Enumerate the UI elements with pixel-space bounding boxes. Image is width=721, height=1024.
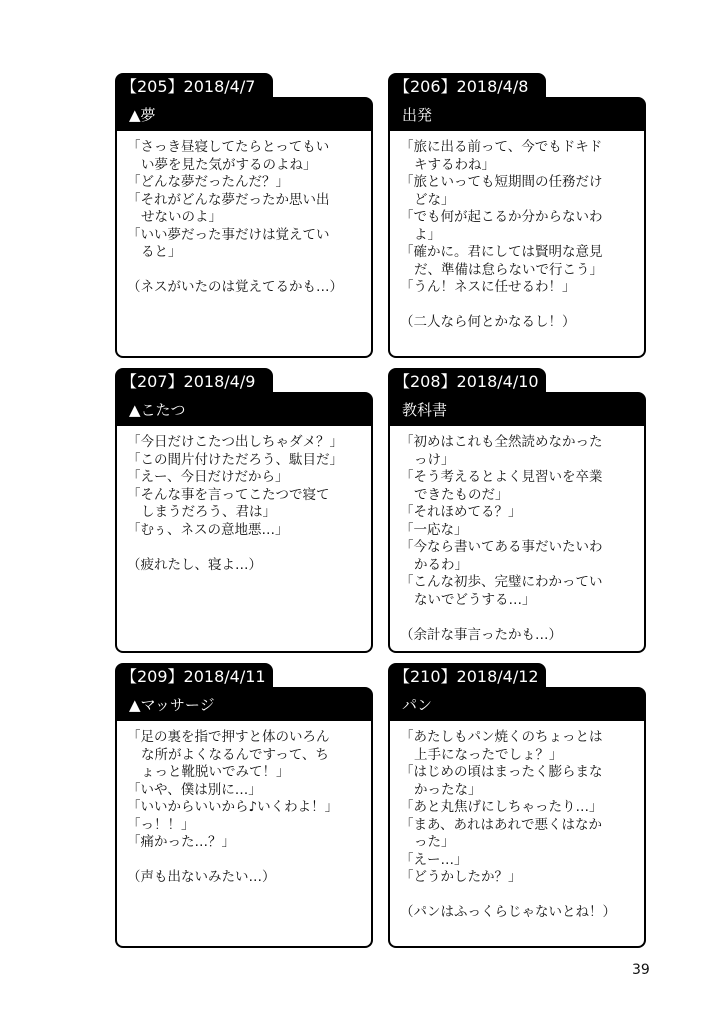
- dialogue-line: ると」: [141, 244, 182, 260]
- diary-card: [388, 663, 646, 948]
- dialogue-line: ょっと靴脱いでみて！」: [141, 764, 290, 780]
- dialogue-line: よ」: [414, 226, 441, 243]
- dialogue-line: 「一応な」: [400, 521, 468, 538]
- dialogue-line: っけ」: [414, 451, 455, 468]
- dialogue-line: できたものだ」: [414, 486, 509, 503]
- card-title: パン: [388, 687, 646, 721]
- dialogue-line: （声も出ないみたい…）: [127, 869, 276, 885]
- diary-card: [388, 368, 646, 653]
- dialogue-line: せないのよ」: [141, 209, 222, 225]
- dialogue-line: 「それほめてる？」: [400, 504, 522, 520]
- dialogue-line: 「そんな事を言ってこたつで寝て: [127, 486, 330, 503]
- dialogue-line: 「いい夢だった事だけは覚えてい: [127, 226, 330, 243]
- dialogue-line: い夢を見た気がするのよね」: [141, 156, 317, 173]
- dialogue-line: な所がよくなるんですって、ち: [141, 746, 329, 763]
- card-entry-tab: 【205】2018/4/7: [115, 73, 273, 103]
- dialogue-line: 「こんな初歩、完璧にわかってい: [400, 574, 603, 590]
- dialogue-line: （余計な事言ったかも…）: [400, 626, 562, 643]
- card-body: [115, 131, 373, 358]
- dialogue-line: 「この間片付けただろう、駄目だ」: [127, 451, 343, 468]
- dialogue-line: 「旅といっても短期間の任務だけ: [400, 174, 603, 190]
- card-body: [115, 721, 373, 948]
- dialogue-line: しまうだろう、君は」: [141, 504, 276, 520]
- dialogue-line: 「いいからいいから♪いくわよ！」: [127, 799, 339, 815]
- dialogue-line: キするわね」: [414, 156, 495, 173]
- dialogue-line: どな」: [414, 191, 455, 208]
- dialogue-line: [127, 262, 371, 280]
- dialogue-line: 上手になったでしょ？」: [414, 746, 563, 763]
- card-entry-tab: 【208】2018/4/10: [388, 368, 546, 398]
- dialogue-line: [400, 297, 644, 315]
- diary-card: [115, 368, 373, 653]
- dialogue-line: [127, 539, 371, 557]
- card-title: 教科書: [388, 392, 646, 426]
- dialogue-line: （パンはふっくらじゃないとね！）: [400, 904, 616, 920]
- dialogue-line: 「はじめの頃はまったく膨らまな: [400, 764, 603, 780]
- dialogue-line: 「どんな夢だったんだ？」: [127, 174, 289, 190]
- diary-card: [115, 663, 373, 948]
- dialogue-line: 「旅に出る前って、今でもドキド: [400, 139, 603, 155]
- dialogue-line: 「まあ、あれはあれで悪くはなか: [400, 816, 602, 833]
- dialogue-line: 「あたしもパン焼くのちょっとは: [400, 729, 603, 745]
- card-body: [388, 131, 646, 358]
- dialogue-line: 「今日だけこたつ出しちゃダメ？」: [127, 434, 343, 450]
- dialogue-line: （二人なら何とかなるし！）: [400, 314, 576, 330]
- dialogue-line: 「それがどんな夢だったか思い出: [127, 191, 330, 208]
- card-body: [388, 721, 646, 948]
- card-entry-tab: 【207】2018/4/9: [115, 368, 273, 398]
- dialogue-line: 「えー…」: [400, 851, 468, 868]
- dialogue-line: 「どうかしたか？」: [400, 869, 522, 885]
- card-title: 出発: [388, 97, 646, 131]
- dialogue-line: 「痛かった…？」: [127, 834, 235, 850]
- page-number: 39: [632, 962, 650, 978]
- dialogue-line: 「初めはこれも全然読めなかった: [400, 434, 603, 450]
- card-body: [388, 426, 646, 653]
- dialogue-line: 「確かに。君にしては賢明な意見: [400, 244, 603, 260]
- card-entry-tab: 【209】2018/4/11: [115, 663, 273, 693]
- dialogue-line: ないでどうする…」: [414, 591, 536, 608]
- dialogue-line: 「いや、僕は別に…」: [127, 781, 262, 798]
- card-title: ▲こたつ: [115, 392, 373, 426]
- dialogue-line: [127, 852, 371, 870]
- dialogue-line: 「さっき昼寝してたらとってもい: [127, 139, 330, 155]
- card-title: ▲マッサージ: [115, 687, 373, 721]
- dialogue-line: 「あと丸焦げにしちゃったり…」: [400, 799, 603, 815]
- dialogue-line: 「足の裏を指で押すと体のいろん: [127, 729, 330, 745]
- diary-card: [115, 73, 373, 358]
- diary-card: [388, 73, 646, 358]
- card-body: [115, 426, 373, 653]
- dialogue-line: （疲れたし、寝よ…）: [127, 556, 262, 573]
- card-entry-tab: 【206】2018/4/8: [388, 73, 546, 103]
- dialogue-line: かるわ」: [414, 556, 468, 573]
- dialogue-line: 「そう考えるとよく見習いを卒業: [400, 469, 603, 485]
- card-entry-tab: 【210】2018/4/12: [388, 663, 546, 693]
- dialogue-line: [400, 609, 644, 627]
- card-title: ▲夢: [115, 97, 373, 131]
- dialogue-line: 「うん！ネスに任せるわ！」: [400, 279, 576, 295]
- dialogue-line: かったな」: [414, 781, 482, 798]
- dialogue-line: （ネスがいたのは覚えてるかも…）: [127, 279, 343, 295]
- dialogue-line: 「っ！！」: [127, 816, 195, 833]
- dialogue-line: 「えー、今日だけだから」: [127, 469, 289, 485]
- dialogue-line: [400, 887, 644, 905]
- dialogue-line: だ、準備は怠らないで行こう」: [414, 261, 603, 278]
- dialogue-line: 「でも何が起こるか分からないわ: [400, 209, 603, 225]
- dialogue-line: 「今なら書いてある事だいたいわ: [400, 539, 603, 555]
- dialogue-line: った」: [414, 834, 455, 850]
- dialogue-line: 「むぅ、ネスの意地悪…」: [127, 521, 289, 538]
